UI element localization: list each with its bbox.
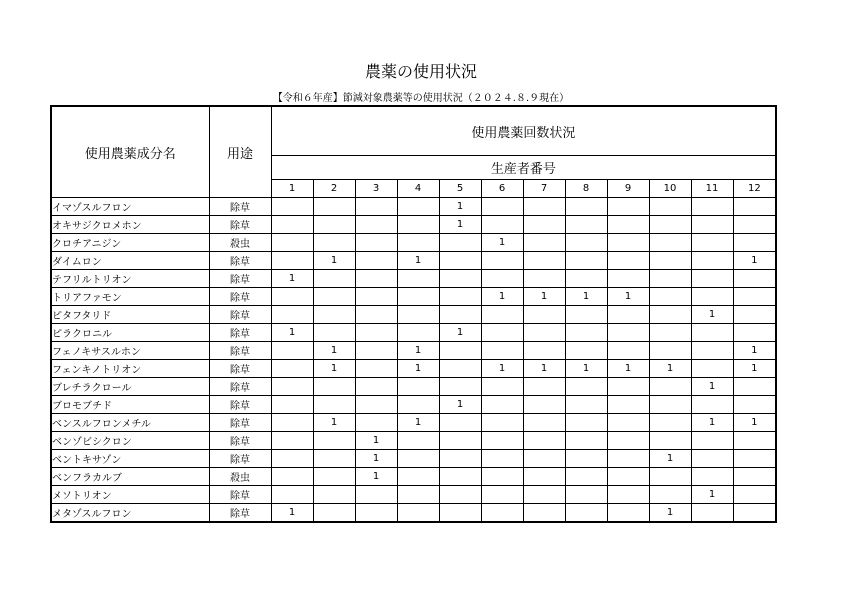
use-cell: 除草 <box>209 216 271 234</box>
usage-count-cell <box>691 198 733 216</box>
producer-number-cell: 7 <box>523 180 565 198</box>
usage-count-cell: 1 <box>481 360 523 378</box>
usage-count-cell: 1 <box>313 360 355 378</box>
usage-count-cell <box>481 198 523 216</box>
use-cell: 除草 <box>209 360 271 378</box>
usage-count-cell <box>733 396 776 414</box>
usage-count-cell: 1 <box>397 360 439 378</box>
pesticide-name-cell: メタゾスルフロン <box>51 504 209 523</box>
usage-count-cell <box>565 396 607 414</box>
usage-count-cell <box>397 432 439 450</box>
usage-count-cell <box>439 306 481 324</box>
usage-count-cell <box>355 198 397 216</box>
usage-count-cell <box>313 396 355 414</box>
usage-count-cell <box>607 270 649 288</box>
usage-count-cell <box>481 324 523 342</box>
name-column-header: 使用農薬成分名 <box>51 106 209 198</box>
table-row <box>51 486 776 504</box>
producer-number-cell: 5 <box>439 180 481 198</box>
usage-count-cell: 1 <box>565 288 607 306</box>
pesticide-name-cell: ベンゾビシクロン <box>51 432 209 450</box>
pesticide-name-cell: テフリルトリオン <box>51 270 209 288</box>
usage-count-cell: 1 <box>439 216 481 234</box>
usage-count-cell <box>481 216 523 234</box>
usage-count-cell: 1 <box>271 324 313 342</box>
table-row <box>51 414 776 432</box>
usage-count-cell <box>523 324 565 342</box>
usage-count-cell <box>439 252 481 270</box>
usage-count-cell <box>523 306 565 324</box>
usage-count-cell <box>523 414 565 432</box>
usage-count-cell <box>439 468 481 486</box>
usage-count-cell <box>649 414 691 432</box>
usage-count-cell <box>565 342 607 360</box>
usage-count-cell <box>649 216 691 234</box>
usage-count-cell <box>355 360 397 378</box>
pesticide-name-cell: イマゾスルフロン <box>51 198 209 216</box>
usage-count-cell <box>607 378 649 396</box>
usage-count-cell <box>565 450 607 468</box>
usage-count-cell <box>733 378 776 396</box>
usage-count-cell <box>691 450 733 468</box>
usage-count-cell <box>313 198 355 216</box>
usage-count-cell <box>649 486 691 504</box>
usage-count-cell <box>565 414 607 432</box>
usage-count-cell <box>607 324 649 342</box>
usage-count-cell <box>313 504 355 523</box>
usage-count-cell <box>481 252 523 270</box>
pesticide-name-cell: ダイムロン <box>51 252 209 270</box>
usage-count-cell <box>355 342 397 360</box>
usage-count-cell: 1 <box>733 360 776 378</box>
usage-count-cell <box>439 432 481 450</box>
usage-count-cell <box>565 252 607 270</box>
usage-count-cell <box>733 306 776 324</box>
usage-count-cell <box>523 270 565 288</box>
producer-number-cell: 4 <box>397 180 439 198</box>
usage-count-cell <box>355 396 397 414</box>
usage-count-cell <box>439 450 481 468</box>
usage-count-cell <box>313 486 355 504</box>
table-row <box>51 450 776 468</box>
producer-number-cell: 3 <box>355 180 397 198</box>
usage-count-cell <box>649 270 691 288</box>
usage-count-cell <box>397 270 439 288</box>
table-row <box>51 234 776 252</box>
usage-count-cell <box>271 414 313 432</box>
usage-count-cell <box>481 468 523 486</box>
usage-count-cell <box>313 468 355 486</box>
usage-count-cell <box>481 378 523 396</box>
table-row <box>51 342 776 360</box>
usage-count-cell <box>733 270 776 288</box>
usage-count-cell <box>481 414 523 432</box>
usage-count-cell <box>649 198 691 216</box>
use-cell: 除草 <box>209 342 271 360</box>
usage-count-cell <box>649 306 691 324</box>
table-row <box>51 324 776 342</box>
use-cell: 除草 <box>209 198 271 216</box>
usage-count-cell <box>607 198 649 216</box>
usage-count-cell <box>523 378 565 396</box>
usage-count-cell <box>397 234 439 252</box>
usage-count-cell <box>733 324 776 342</box>
usage-count-cell <box>607 468 649 486</box>
table-row <box>51 216 776 234</box>
usage-count-cell <box>523 252 565 270</box>
producer-number-header: 生産者番号 <box>271 156 776 180</box>
usage-count-cell <box>565 486 607 504</box>
usage-count-cell <box>397 468 439 486</box>
usage-count-cell: 1 <box>691 486 733 504</box>
use-cell: 除草 <box>209 396 271 414</box>
usage-count-cell <box>733 198 776 216</box>
usage-count-cell <box>691 234 733 252</box>
use-cell: 殺虫 <box>209 234 271 252</box>
usage-count-cell <box>481 432 523 450</box>
usage-count-cell: 1 <box>523 288 565 306</box>
producer-number-cell: 8 <box>565 180 607 198</box>
usage-count-cell <box>355 504 397 523</box>
pesticide-name-cell: ブロモブチド <box>51 396 209 414</box>
usage-count-cell: 1 <box>607 360 649 378</box>
table-row <box>51 360 776 378</box>
table-row <box>51 432 776 450</box>
usage-count-cell <box>607 486 649 504</box>
usage-count-cell <box>733 216 776 234</box>
pesticide-name-cell: ピラクロニル <box>51 324 209 342</box>
usage-count-cell <box>313 450 355 468</box>
usage-count-cell <box>523 504 565 523</box>
usage-count-cell <box>439 504 481 523</box>
usage-count-cell <box>313 324 355 342</box>
usage-count-cell <box>733 288 776 306</box>
usage-count-cell <box>313 378 355 396</box>
page-subtitle: 【令和６年産】節減対象農薬等の使用状況（２０２４.８.９現在） <box>272 93 570 104</box>
usage-count-cell <box>691 396 733 414</box>
usage-count-cell <box>397 450 439 468</box>
table-row <box>51 288 776 306</box>
pesticide-name-cell: トリアファモン <box>51 288 209 306</box>
usage-count-cell <box>481 342 523 360</box>
producer-number-cell: 9 <box>607 180 649 198</box>
usage-count-cell <box>649 288 691 306</box>
usage-count-cell <box>313 216 355 234</box>
usage-count-cell <box>271 252 313 270</box>
usage-count-cell <box>607 234 649 252</box>
table-row <box>51 504 776 523</box>
usage-count-cell: 1 <box>523 360 565 378</box>
usage-count-cell <box>523 486 565 504</box>
usage-count-cell <box>313 270 355 288</box>
usage-count-cell <box>565 270 607 288</box>
usage-count-cell: 1 <box>481 288 523 306</box>
usage-count-cell <box>565 432 607 450</box>
usage-count-cell <box>607 216 649 234</box>
usage-count-cell: 1 <box>271 504 313 523</box>
usage-count-cell <box>607 342 649 360</box>
usage-count-cell <box>523 432 565 450</box>
usage-count-cell: 1 <box>397 414 439 432</box>
usage-count-cell <box>271 360 313 378</box>
usage-count-cell <box>523 216 565 234</box>
usage-count-cell <box>397 378 439 396</box>
usage-count-cell <box>439 414 481 432</box>
usage-count-cell <box>397 288 439 306</box>
usage-count-cell <box>691 360 733 378</box>
usage-count-cell <box>271 198 313 216</box>
usage-count-cell <box>523 198 565 216</box>
usage-count-cell: 1 <box>313 342 355 360</box>
use-cell: 除草 <box>209 324 271 342</box>
usage-count-cell: 1 <box>271 270 313 288</box>
usage-count-cell <box>565 306 607 324</box>
usage-count-cell <box>733 450 776 468</box>
pesticide-name-cell: オキサジクロメホン <box>51 216 209 234</box>
usage-count-cell <box>649 324 691 342</box>
usage-count-cell: 1 <box>733 252 776 270</box>
usage-count-cell <box>355 252 397 270</box>
usage-count-cell <box>313 234 355 252</box>
usage-count-cell: 1 <box>733 414 776 432</box>
usage-count-cell <box>649 432 691 450</box>
table-row <box>51 378 776 396</box>
use-cell: 除草 <box>209 432 271 450</box>
usage-count-cell <box>397 504 439 523</box>
use-cell: 除草 <box>209 306 271 324</box>
usage-count-cell <box>397 324 439 342</box>
usage-count-cell <box>271 468 313 486</box>
usage-count-cell <box>733 504 776 523</box>
usage-count-cell <box>733 486 776 504</box>
usage-count-cell <box>481 504 523 523</box>
usage-count-cell <box>397 216 439 234</box>
table-row <box>51 306 776 324</box>
usage-count-cell <box>607 396 649 414</box>
usage-count-cell <box>733 432 776 450</box>
usage-count-cell <box>565 234 607 252</box>
usage-count-cell <box>313 288 355 306</box>
usage-count-cell: 1 <box>397 252 439 270</box>
usage-count-cell: 1 <box>313 252 355 270</box>
pesticide-name-cell: フェンキノトリオン <box>51 360 209 378</box>
usage-count-cell: 1 <box>691 306 733 324</box>
usage-count-cell <box>439 378 481 396</box>
usage-count-cell <box>607 252 649 270</box>
usage-count-cell <box>271 432 313 450</box>
usage-count-cell <box>565 216 607 234</box>
use-cell: 除草 <box>209 414 271 432</box>
usage-count-cell <box>565 324 607 342</box>
use-cell: 除草 <box>209 378 271 396</box>
table-row <box>51 396 776 414</box>
usage-count-cell <box>607 450 649 468</box>
usage-count-cell <box>271 342 313 360</box>
usage-count-cell <box>271 450 313 468</box>
usage-count-cell: 1 <box>607 288 649 306</box>
usage-count-cell <box>649 234 691 252</box>
usage-count-cell <box>313 432 355 450</box>
usage-count-cell <box>397 486 439 504</box>
usage-count-cell <box>397 306 439 324</box>
usage-count-cell <box>271 288 313 306</box>
pesticide-name-cell: ブレチラクロール <box>51 378 209 396</box>
use-cell: 殺虫 <box>209 468 271 486</box>
table-row <box>51 198 776 216</box>
pesticide-name-cell: フェノキサスルホン <box>51 342 209 360</box>
usage-count-cell <box>691 270 733 288</box>
usage-count-cell <box>523 396 565 414</box>
use-cell: 除草 <box>209 252 271 270</box>
usage-count-cell <box>733 468 776 486</box>
usage-count-cell <box>649 252 691 270</box>
usage-count-cell <box>355 216 397 234</box>
usage-count-cell <box>691 216 733 234</box>
usage-count-cell <box>355 234 397 252</box>
usage-count-cell <box>523 234 565 252</box>
usage-count-cell: 1 <box>565 360 607 378</box>
usage-count-cell <box>691 288 733 306</box>
pesticide-name-cell: ベンフラカルブ <box>51 468 209 486</box>
use-cell: 除草 <box>209 270 271 288</box>
usage-count-cell <box>565 504 607 523</box>
usage-count-cell <box>439 342 481 360</box>
usage-count-cell: 1 <box>649 504 691 523</box>
producer-number-cell: 6 <box>481 180 523 198</box>
usage-count-cell <box>691 252 733 270</box>
use-cell: 除草 <box>209 288 271 306</box>
usage-count-cell <box>355 486 397 504</box>
pesticide-name-cell: ピタフタリド <box>51 306 209 324</box>
usage-count-cell <box>691 324 733 342</box>
usage-count-cell <box>271 378 313 396</box>
producer-number-cell: 1 <box>271 180 313 198</box>
usage-count-cell <box>607 414 649 432</box>
usage-count-cell: 1 <box>649 360 691 378</box>
usage-count-cell <box>481 486 523 504</box>
usage-count-cell <box>565 378 607 396</box>
usage-count-cell <box>355 324 397 342</box>
usage-count-cell: 1 <box>733 342 776 360</box>
producer-number-cell: 10 <box>649 180 691 198</box>
usage-count-cell <box>649 378 691 396</box>
pesticide-name-cell: ベントキサゾン <box>51 450 209 468</box>
usage-count-cell <box>355 306 397 324</box>
usage-count-cell <box>691 342 733 360</box>
usage-count-cell <box>439 270 481 288</box>
usage-count-cell <box>649 396 691 414</box>
usage-count-header: 使用農薬回数状況 <box>271 106 776 156</box>
usage-count-cell <box>355 288 397 306</box>
usage-count-cell: 1 <box>439 396 481 414</box>
use-cell: 除草 <box>209 504 271 523</box>
usage-count-cell <box>523 342 565 360</box>
usage-count-cell <box>439 234 481 252</box>
usage-count-cell <box>355 414 397 432</box>
usage-count-cell <box>271 216 313 234</box>
table-body <box>51 198 776 523</box>
pesticide-name-cell: クロチアニジン <box>51 234 209 252</box>
usage-count-cell <box>397 198 439 216</box>
usage-count-cell <box>481 450 523 468</box>
usage-count-cell: 1 <box>355 432 397 450</box>
usage-count-cell <box>607 432 649 450</box>
usage-count-cell <box>565 468 607 486</box>
table-row <box>51 468 776 486</box>
table-row <box>51 252 776 270</box>
usage-count-cell <box>733 234 776 252</box>
usage-count-cell: 1 <box>355 468 397 486</box>
usage-count-cell: 1 <box>649 450 691 468</box>
usage-count-cell <box>355 378 397 396</box>
usage-count-cell: 1 <box>439 324 481 342</box>
usage-count-cell <box>439 360 481 378</box>
usage-count-cell <box>523 450 565 468</box>
use-cell: 除草 <box>209 450 271 468</box>
usage-count-cell <box>649 468 691 486</box>
use-column-header: 用途 <box>209 106 271 198</box>
usage-count-cell <box>271 234 313 252</box>
producer-number-cell: 2 <box>313 180 355 198</box>
pesticide-name-cell: メソトリオン <box>51 486 209 504</box>
usage-count-cell: 1 <box>355 450 397 468</box>
usage-count-cell <box>691 468 733 486</box>
usage-count-cell <box>439 486 481 504</box>
usage-count-cell: 1 <box>397 342 439 360</box>
usage-count-cell <box>523 468 565 486</box>
usage-count-cell <box>607 504 649 523</box>
usage-count-cell: 1 <box>439 198 481 216</box>
producer-number-cell: 12 <box>733 180 776 198</box>
pesticide-name-cell: ベンスルフロンメチル <box>51 414 209 432</box>
producer-number-cell: 11 <box>691 180 733 198</box>
usage-count-cell <box>271 306 313 324</box>
usage-count-cell <box>565 198 607 216</box>
usage-count-cell <box>691 504 733 523</box>
table-row <box>51 270 776 288</box>
usage-count-cell <box>691 432 733 450</box>
page-title: 農薬の使用状況 <box>364 62 477 81</box>
usage-count-cell: 1 <box>481 234 523 252</box>
usage-count-cell <box>313 306 355 324</box>
usage-count-cell <box>271 486 313 504</box>
usage-count-cell <box>649 342 691 360</box>
usage-count-cell <box>607 306 649 324</box>
usage-count-cell <box>481 306 523 324</box>
usage-count-cell: 1 <box>691 378 733 396</box>
usage-count-cell <box>439 288 481 306</box>
usage-count-cell: 1 <box>313 414 355 432</box>
pesticide-usage-table <box>50 105 777 523</box>
use-cell: 除草 <box>209 486 271 504</box>
usage-count-cell: 1 <box>691 414 733 432</box>
usage-count-cell <box>481 270 523 288</box>
usage-count-cell <box>481 396 523 414</box>
usage-count-cell <box>355 270 397 288</box>
usage-count-cell <box>271 396 313 414</box>
usage-count-cell <box>397 396 439 414</box>
